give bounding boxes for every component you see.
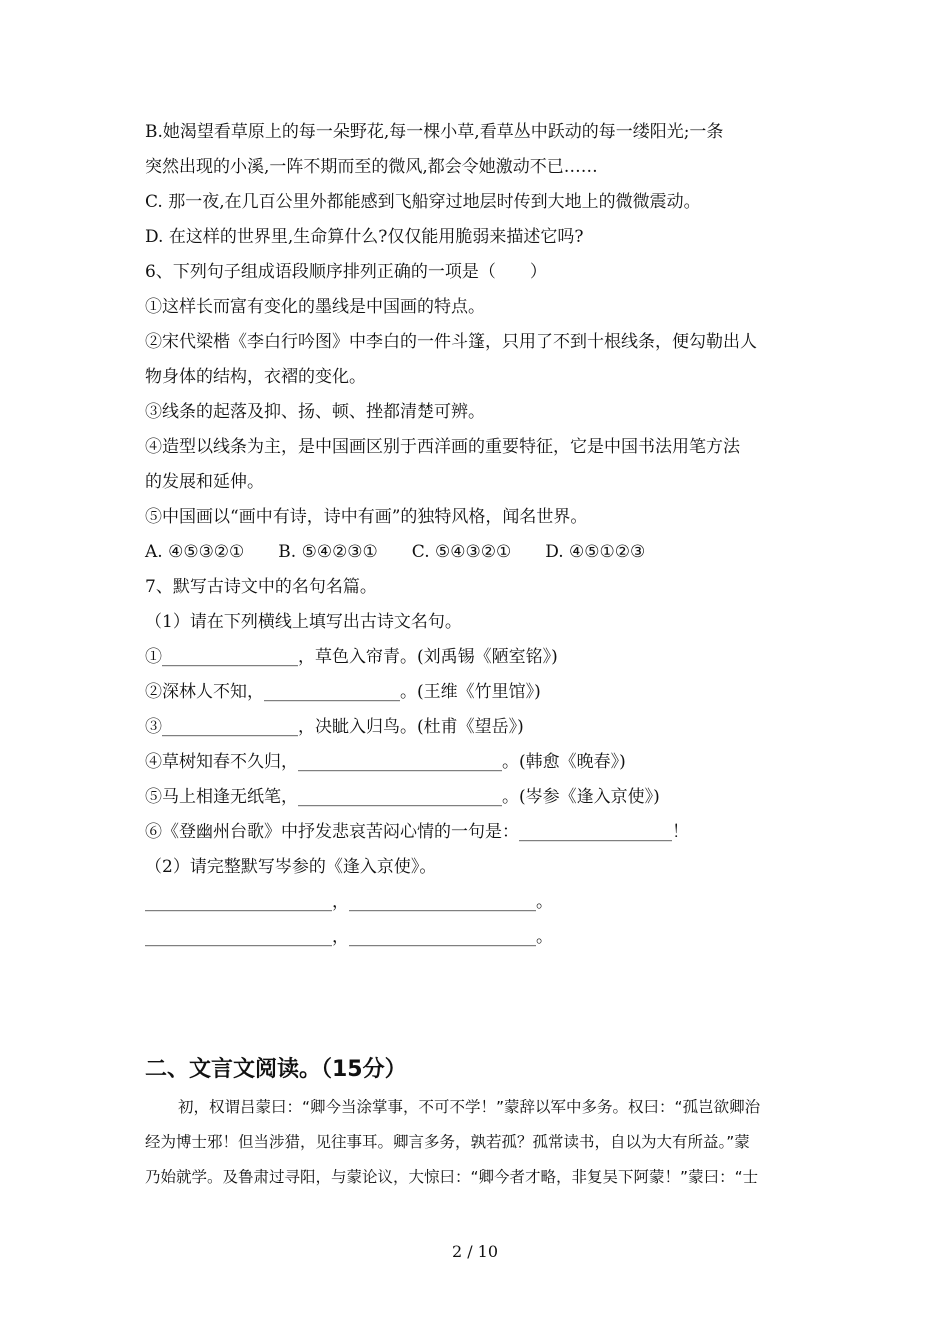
q6-choices: A. ④⑤③②① B. ⑤④②③① C. ⑤④③②① D. ④⑤①②③	[145, 542, 646, 562]
q7-blank-4: ④草树知春不久归，________________________。(韩愈《晚春》)	[145, 752, 626, 772]
q7-blank-2: ②深林人不知，________________。(王维《竹里馆》)	[145, 682, 541, 702]
option-b-line-1: B.她渴望看草原上的每一朵野花,每一棵小草,看草丛中跃动的每一缕阳光;一条	[145, 122, 724, 142]
q7-part-2-title: （2）请完整默写岑参的《逢入京使》。	[145, 857, 437, 877]
option-d-line: D. 在这样的世界里,生命算什么?仅仅能用脆弱来描述它吗?	[145, 227, 584, 247]
q6-sentence-1: ①这样长而富有变化的墨线是中国画的特点。	[145, 297, 485, 317]
passage-line-3: 乃始就学。及鲁肃过寻阳，与蒙论议，大惊曰：“卿今者才略，非复吴下阿蒙！”蒙曰：“士	[145, 1168, 759, 1186]
q7-blank-3: ③________________，决眦入归鸟。(杜甫《望岳》)	[145, 717, 524, 737]
q7-blank-5: ⑤马上相逢无纸笔，________________________。(岑参《逢入京使》)	[145, 787, 660, 807]
q7-blank-6: ⑥《登幽州台歌》中抒发悲哀苦闷心情的一句是：__________________！	[145, 822, 689, 842]
q6-sentence-5: ⑤中国画以“画中有诗，诗中有画”的独特风格，闻名世界。	[145, 507, 588, 527]
q7-part-1-title: （1）请在下列横线上填写出古诗文名句。	[145, 612, 462, 632]
q6-sentence-4b: 的发展和延伸。	[145, 472, 264, 492]
q6-sentence-2a: ②宋代梁楷《李白行吟图》中李白的一件斗篷，只用了不到十根线条，便勾勒出人	[145, 332, 757, 352]
question-6-title: 6、下列句子组成语段顺序排列正确的一项是（ ）	[145, 262, 547, 282]
q6-sentence-3: ③线条的起落及抑、扬、顿、挫都清楚可辨。	[145, 402, 485, 422]
option-b-line-2: 突然出现的小溪,一阵不期而至的微风,都会令她激动不已……	[145, 157, 598, 177]
question-7-title: 7、默写古诗文中的名句名篇。	[145, 577, 377, 597]
q6-sentence-2b: 物身体的结构，衣褶的变化。	[145, 367, 366, 387]
page-number: 2 / 10	[451, 1242, 499, 1261]
q6-sentence-4a: ④造型以线条为主，是中国画区别于西洋画的重要特征，它是中国书法用笔方法	[145, 437, 740, 457]
q7-poem-blank-2: ______________________，______________________。	[145, 927, 553, 947]
passage-line-2: 经为博士邪！但当涉猎，见往事耳。卿言多务，孰若孤？孤常读书，自以为大有所益。”蒙	[145, 1133, 750, 1151]
q7-poem-blank-1: ______________________，______________________。	[145, 892, 553, 912]
section-title: 二、文言文阅读。（15分）	[145, 1057, 407, 1082]
q7-blank-1: ①________________，草色入帘青。(刘禹锡《陋室铭》)	[145, 647, 558, 667]
passage-line-1: 初，权谓吕蒙曰：“卿今当涂掌事，不可不学！”蒙辞以军中多务。权曰：“孤岂欲卿治	[178, 1098, 761, 1116]
option-c-line: C. 那一夜,在几百公里外都能感到飞船穿过地层时传到大地上的微微震动。	[145, 192, 701, 212]
